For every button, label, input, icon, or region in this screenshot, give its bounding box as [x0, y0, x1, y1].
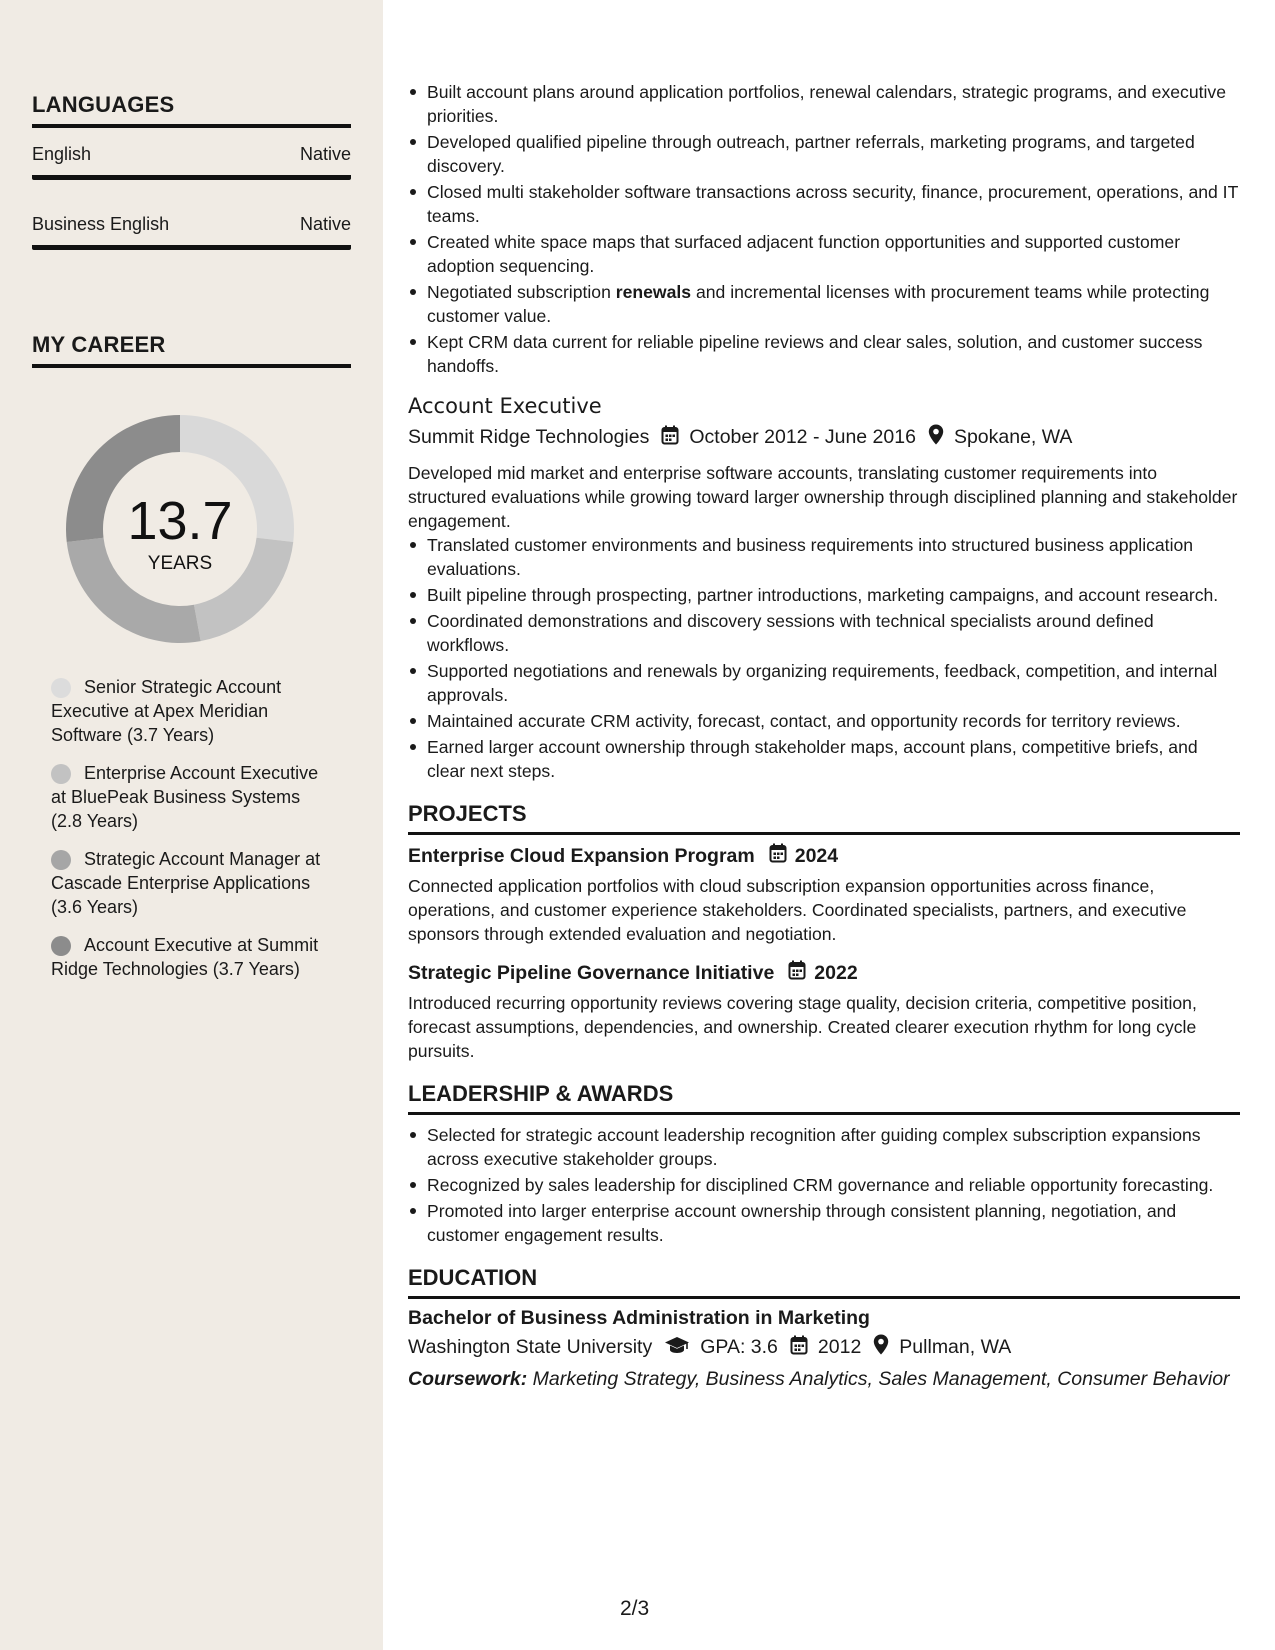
language-row: [32, 214, 351, 250]
bullet-item: Coordinated demonstrations and discovery sessions with technical specialists around defined workflows.: [408, 609, 1240, 657]
bullet-text: and incremental licenses with procurement teams while protecting customer value.: [427, 282, 1210, 326]
bullet-item: Translated customer environments and business requirements into structured business application evaluations.: [408, 533, 1240, 581]
bullet-item: Selected for strategic account leadership recognition after guiding complex subscription expansions across executive stakeholder groups.: [408, 1123, 1240, 1171]
calendar-icon: [661, 425, 679, 451]
graduation-cap-icon: [664, 1336, 690, 1360]
project-year: 2024: [794, 844, 839, 867]
project-title: Enterprise Cloud Expansion Program: [408, 844, 755, 867]
languages-heading: LANGUAGES: [32, 92, 351, 128]
bullet-item: [408, 280, 1240, 328]
language-row: [32, 144, 351, 180]
bullet-item: Earned larger account ownership through stakeholder maps, account plans, competitive briefs, and clear next steps.: [408, 735, 1240, 783]
sidebar: [0, 0, 383, 1650]
legend-label: Senior Strategic Account Executive at Apex Meridian Software (3.7 Years): [51, 677, 282, 745]
bullet-item: Developed qualified pipeline through outreach, partner referrals, marketing programs, and targeted discovery.: [408, 130, 1240, 178]
school-location: Pullman, WA: [899, 1336, 1012, 1358]
job-meta: [408, 424, 1240, 451]
leadership-heading: LEADERSHIP & AWARDS: [408, 1081, 1240, 1115]
coursework-list: Marketing Strategy, Business Analytics, Sales Management, Consumer Behavior: [527, 1368, 1230, 1390]
school-name: Washington State University: [408, 1336, 653, 1358]
legend-label: Strategic Account Manager at Cascade Enterprise Applications (3.6 Years): [51, 849, 321, 917]
language-level: Native: [299, 214, 351, 234]
career-donut-chart: [66, 415, 294, 643]
career-total-unit: YEARS: [147, 553, 213, 574]
location-pin-icon: [873, 1334, 889, 1361]
bullet-item: Kept CRM data current for reliable pipeline reviews and clear sales, solution, and customer success handoffs.: [408, 330, 1240, 378]
project-title: Strategic Pipeline Governance Initiative: [408, 961, 775, 984]
bullet-item: Built account plans around application portfolios, renewal calendars, strategic programs, and executive priorities.: [408, 80, 1240, 128]
graduation-year: 2012: [817, 1336, 862, 1358]
coursework-label: Coursework:: [408, 1368, 528, 1390]
career-legend: [51, 675, 331, 995]
bullet-item: Promoted into larger enterprise account ownership through consistent planning, negotiation, and customer engagement results.: [408, 1199, 1240, 1247]
gpa: GPA: 3.6: [700, 1336, 778, 1358]
language-name: English: [32, 144, 92, 164]
previous-job-bullets: [408, 80, 1240, 378]
bullet-item: Recognized by sales leadership for disciplined CRM governance and reliable opportunity forecasting.: [408, 1173, 1240, 1197]
career-total-value: 13.7: [127, 491, 233, 551]
calendar-icon: [790, 1335, 808, 1361]
calendar-icon: [769, 843, 787, 869]
project-title-row: [408, 843, 1240, 869]
job-entry: [408, 394, 1240, 783]
bullet-item: Created white space maps that surfaced adjacent function opportunities and supported customer adoption sequencing.: [408, 230, 1240, 278]
degree-title: Bachelor of Business Administration in Marketing: [408, 1307, 870, 1329]
main-content: [408, 0, 1240, 1392]
legend-label: Enterprise Account Executive at BluePeak Business Systems (2.8 Years): [51, 763, 319, 831]
job-title: Account Executive: [408, 394, 602, 418]
job-dates: October 2012 - June 2016: [689, 426, 916, 448]
legend-item: [51, 933, 331, 981]
projects-section: [408, 801, 1240, 1063]
job-location: Spokane, WA: [953, 426, 1073, 448]
project-title-row: [408, 960, 1240, 986]
legend-label: Account Executive at Summit Ridge Technologies (3.7 Years): [51, 935, 319, 979]
job-summary: Developed mid market and enterprise software accounts, translating customer requirements into structured evaluations while growing toward larger ownership through disciplined planning and stakeholder engagement.: [408, 463, 1238, 531]
leadership-section: [408, 1081, 1240, 1247]
education-meta: [408, 1334, 1240, 1361]
bullet-item: Closed multi stakeholder software transactions across security, finance, procurement, operations, and IT teams.: [408, 180, 1240, 228]
job-company: Summit Ridge Technologies: [408, 426, 650, 448]
projects-heading: PROJECTS: [408, 801, 1240, 835]
location-pin-icon: [928, 424, 944, 451]
legend-dot: [51, 678, 71, 698]
job-bullets: [408, 533, 1240, 783]
bullet-text: Negotiated subscription: [427, 282, 616, 302]
legend-dot: [51, 850, 71, 870]
education-section: [408, 1265, 1240, 1392]
legend-dot: [51, 936, 71, 956]
legend-item: [51, 675, 331, 747]
language-name: Business English: [32, 214, 170, 234]
bullet-item: Supported negotiations and renewals by organizing requirements, feedback, competition, and internal approvals.: [408, 659, 1240, 707]
coursework: [408, 1367, 1240, 1392]
calendar-icon: [788, 960, 806, 986]
bullet-item: Built pipeline through prospecting, partner introductions, marketing campaigns, and account research.: [408, 583, 1240, 607]
legend-dot: [51, 764, 71, 784]
language-level: Native: [299, 144, 351, 164]
bullet-bold-text: renewals: [615, 282, 692, 302]
project-entry: [408, 843, 1240, 946]
project-year: 2022: [814, 961, 858, 984]
education-heading: EDUCATION: [408, 1265, 1240, 1299]
page-number: 2/3: [620, 1597, 650, 1620]
legend-item: [51, 761, 331, 833]
project-description: Connected application portfolios with cloud subscription expansion opportunities across finance, operations, and customer experience stakeholders. Coordinated specialists, partners, and executive sponsors through extended evaluation and negotiation.: [408, 876, 1187, 944]
project-description: Introduced recurring opportunity reviews covering stage quality, decision criteria, competitive position, forecast assumptions, dependencies, and ownership. Created clearer execution rhythm for long cycle pursuits.: [408, 993, 1197, 1061]
career-heading: MY CAREER: [32, 332, 351, 368]
project-entry: [408, 960, 1240, 1063]
bullet-item: Maintained accurate CRM activity, forecast, contact, and opportunity records for territory reviews.: [408, 709, 1240, 733]
leadership-bullets: [408, 1123, 1240, 1247]
legend-item: [51, 847, 331, 919]
